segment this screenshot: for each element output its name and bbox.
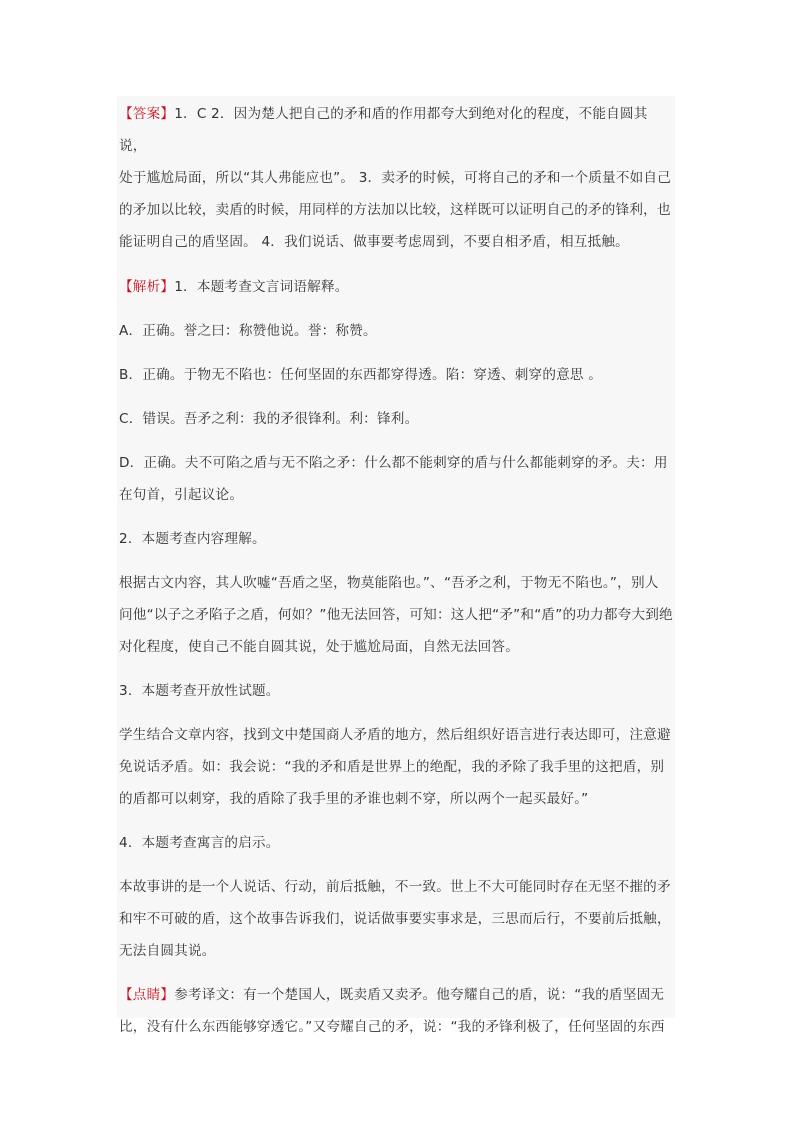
question-3-line-1: 学生结合文章内容，找到文中楚国商人矛盾的地方，然后组织好语言进行表达即可，注意避 [119, 727, 671, 743]
analysis-option-d-line-1: D．正确。夫不可陷之盾与无不陷之矛：什么都不能刺穿的盾与什么都能刺穿的矛。夫：用 [119, 455, 668, 471]
answer-tag: 【答案】 [119, 106, 175, 122]
comment-line-1: 【点睛】参考译文：有一个楚国人，既卖盾又卖矛。他夸耀自己的盾，说：“我的盾坚固无 [119, 987, 665, 1003]
question-2-title: 2．本题考查内容理解。 [119, 531, 266, 547]
question-4-line-3: 无法自圆其说。 [119, 943, 216, 959]
comment-tag: 【点睛】 [119, 987, 175, 1003]
question-4-line-1: 本故事讲的是一个人说话、行动，前后抵触，不一致。世上不大可能同时存在无坚不摧的矛 [119, 879, 671, 895]
answer-line-3: 的矛加以比较，卖盾的时候，用同样的方法加以比较，这样既可以证明自己的矛的锋利，也 [119, 202, 671, 218]
analysis-intro: 【解析】1．本题考查文言词语解释。 [119, 279, 349, 295]
question-3-title: 3．本题考查开放性试题。 [119, 683, 280, 699]
comment-block [119, 979, 673, 1043]
analysis-option-d-line-2: 在句首，引起议论。 [119, 487, 244, 503]
answer-line-1: 【答案】1．C 2．因为楚人把自己的矛和盾的作用都夸大到绝对化的程度，不能自圆其说， [119, 106, 648, 154]
analysis-option-d [119, 447, 673, 511]
answer-line-4: 能证明自己的盾坚固。 4．我们说话、做事要考虑周到，不要自相矛盾，相互抵触。 [119, 234, 629, 250]
question-4-title: 4．本题考查寓言的启示。 [119, 835, 280, 851]
answer-panel [117, 96, 675, 1035]
question-3-line-2: 免说话矛盾。如：我会说：“我的矛和盾是世界上的绝配，我的矛除了我手里的这把盾，别 [119, 759, 665, 775]
question-3-line-3: 的盾都可以刺穿，我的盾除了我手里的矛谁也刺不穿，所以两个一起买最好。” [119, 791, 589, 807]
analysis-option-a: A．正确。誉之曰：称赞他说。誉：称赞。 [119, 323, 377, 339]
question-2-line-2: 问他“以子之矛陷子之盾，何如？”他无法回答，可知：这人把“矛”和“盾”的功力都夸大到绝 [119, 607, 673, 623]
analysis-option-c: C．错误。吾矛之利：我的矛很锋利。利：锋利。 [119, 411, 419, 427]
question-2-line-1: 根据古文内容，其人吹嘘“吾盾之坚，物莫能陷也。”、“吾矛之利，于物无不陷也。”，别人 [119, 575, 659, 591]
question-3-body [119, 719, 673, 815]
question-4-line-2: 和牢不可破的盾，这个故事告诉我们，说话做事要实事求是，三思而后行，不要前后抵触， [119, 911, 671, 927]
question-2-line-3: 对化程度，使自己不能自圆其说，处于尴尬局面，自然无法回答。 [119, 639, 520, 655]
answer-line-2: 处于尴尬局面，所以“其人弗能应也”。 3．卖矛的时候，可将自己的矛和一个质量不如自己 [119, 170, 672, 186]
analysis-option-b: B．正确。于物无不陷也：任何坚固的东西都穿得透。陷：穿透、刺穿的意思 。 [119, 367, 603, 383]
analysis-tag: 【解析】 [119, 279, 175, 295]
comment-line-2: 比，没有什么东西能够穿透它。”又夸耀自己的矛，说：“我的矛锋利极了，任何坚固的东西 [119, 1019, 665, 1035]
question-2-body [119, 567, 673, 663]
answer-block [119, 98, 673, 258]
question-4-body [119, 871, 673, 967]
